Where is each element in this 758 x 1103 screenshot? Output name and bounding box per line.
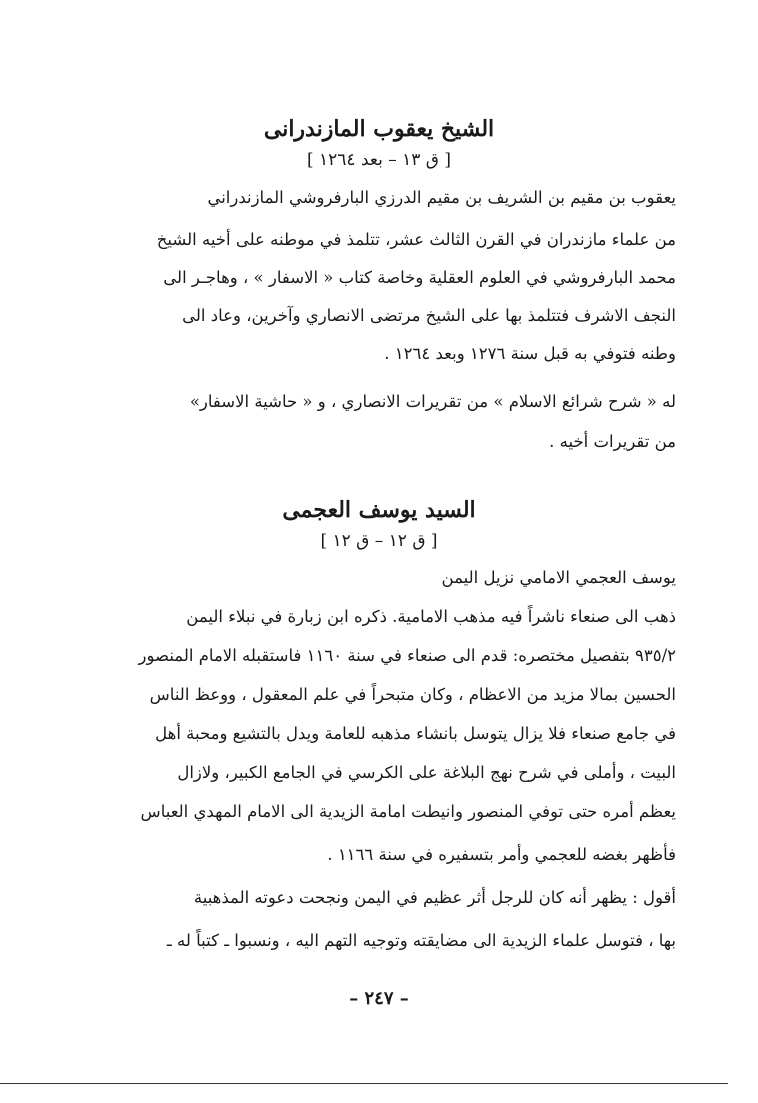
text-line: يوسف العجمي الامامي نزيل اليمن: [441, 568, 676, 587]
text-line: بها ، فتوسل علماء الزيدية الى مضايقته وتوجيه التهم اليه ، ونسبوا ـ كتباً له ـ: [166, 931, 676, 950]
text-line: وطنه فتوفي به قبل سنة ١٢٧٦ وبعد ١٢٦٤ .: [384, 344, 676, 363]
text-line: ذهب الى صنعاء ناشراً فيه مذهب الامامية. ذكره ابن زبارة في نبلاء اليمن: [186, 607, 676, 626]
entry-dates: [ ق ١٢ – ق ١٢ ]: [320, 531, 438, 551]
text-line: له « شرح شرائع الاسلام » من تقريرات الانصاري ، و « حاشية الاسفار»: [189, 392, 676, 411]
text-line: محمد البارفروشي في العلوم العقلية وخاصة كتاب « الاسفار » ، وهاجـر الى: [163, 268, 676, 287]
bottom-rule: [0, 1083, 728, 1084]
entry-heading: الشيخ يعقوب المازندرانى: [263, 116, 495, 142]
text-line: النجف الاشرف فتتلمذ بها على الشيخ مرتضى الانصاري وآخرين، وعاد الى: [182, 306, 676, 325]
text-line: فأظهر بغضه للعجمي وأمر بتسفيره في سنة ١١٦٦ .: [327, 845, 676, 864]
page-number: – ٢٤٧ –: [349, 988, 409, 1009]
text-line: في جامع صنعاء فلا يزال يتوسل بانشاء مذهبه للعامة ويدل بالتشيع ومحبة أهل: [155, 724, 676, 743]
text-line: أقول : يظهر أنه كان للرجل أثر عظيم في اليمن ونجحت دعوته المذهبية: [193, 888, 676, 907]
text-line: من علماء مازندران في القرن الثالث عشر، تتلمذ في موطنه على أخيه الشيخ: [156, 230, 676, 249]
text-line: ٩٣٥/٢ بتفصيل مختصره: قدم الى صنعاء في سنة ١١٦٠ فاستقبله الامام المنصور: [138, 646, 676, 665]
entry-heading: السيد يوسف العجمى: [282, 497, 476, 523]
text-line: يعقوب بن مقيم بن الشريف بن مقيم الدرزي البارفروشي المازندراني: [207, 188, 676, 207]
text-line: يعظم أمره حتى توفي المنصور وانيطت امامة الزيدية الى الامام المهدي العباس: [140, 802, 676, 821]
text-line: البيت ، وأملى في شرح نهج البلاغة على الكرسي في الجامع الكبير، ولازال: [177, 763, 676, 782]
text-line: من تقريرات أخيه .: [549, 432, 676, 451]
text-line: الحسين بمالا مزيد من الاعظام ، وكان متبحراً في علم المعقول ، ووعظ الناس: [149, 685, 676, 704]
entry-dates: [ ق ١٣ – بعد ١٢٦٤ ]: [306, 150, 452, 170]
